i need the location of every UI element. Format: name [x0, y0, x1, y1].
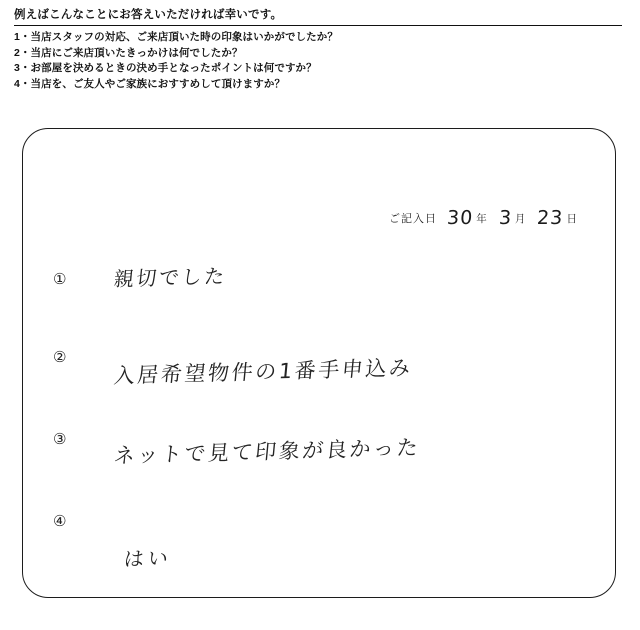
answer-text-3: ネットで見て印象が良かった [112, 435, 422, 468]
answer-number-3: ③ [53, 430, 67, 448]
answer-text-2: 入居希望物件の1番手申込み [112, 355, 414, 388]
question-item-4: 4・当店を、ご友人やご家族におすすめして頂けますか？ [14, 77, 286, 90]
question-item-3: 3・お部屋を決めるときの決め手となったポイントは何ですか？ [14, 62, 317, 74]
answer-number-2: ② [53, 348, 67, 366]
date-day-value: 23 [536, 207, 565, 229]
answer-number-4: ④ [53, 512, 67, 530]
date-month-value: 3 [497, 207, 513, 229]
date-month-unit: 月 [514, 213, 526, 225]
answer-row-4 [53, 511, 173, 572]
answer-row-2 [53, 347, 413, 389]
answer-text-4: はい [122, 545, 174, 571]
answer-row-3 [53, 429, 421, 469]
answer-number-1: ① [53, 270, 67, 288]
answer-row-1 [53, 263, 228, 292]
date-label: ご記入日 [389, 213, 438, 225]
date-year-value: 30 [446, 207, 475, 229]
question-item-1: 1・当店スタッフの対応、ご来店頂いた時の印象はいかがでしたか？ [14, 31, 338, 43]
answers-area [23, 129, 615, 597]
answer-text-1: 親切でした [112, 263, 228, 291]
question-item-2: 2・当店にご来店頂いたきっかけは何でしたか？ [14, 46, 243, 59]
question-list [14, 30, 626, 92]
answer-card [22, 128, 616, 598]
header-divider [14, 25, 622, 26]
date-day-unit: 日 [566, 213, 577, 225]
page-title: 例えばこんなことにお答えいただければ幸いです。 [14, 9, 283, 21]
date-year-unit: 年 [476, 213, 487, 225]
header [14, 8, 626, 92]
